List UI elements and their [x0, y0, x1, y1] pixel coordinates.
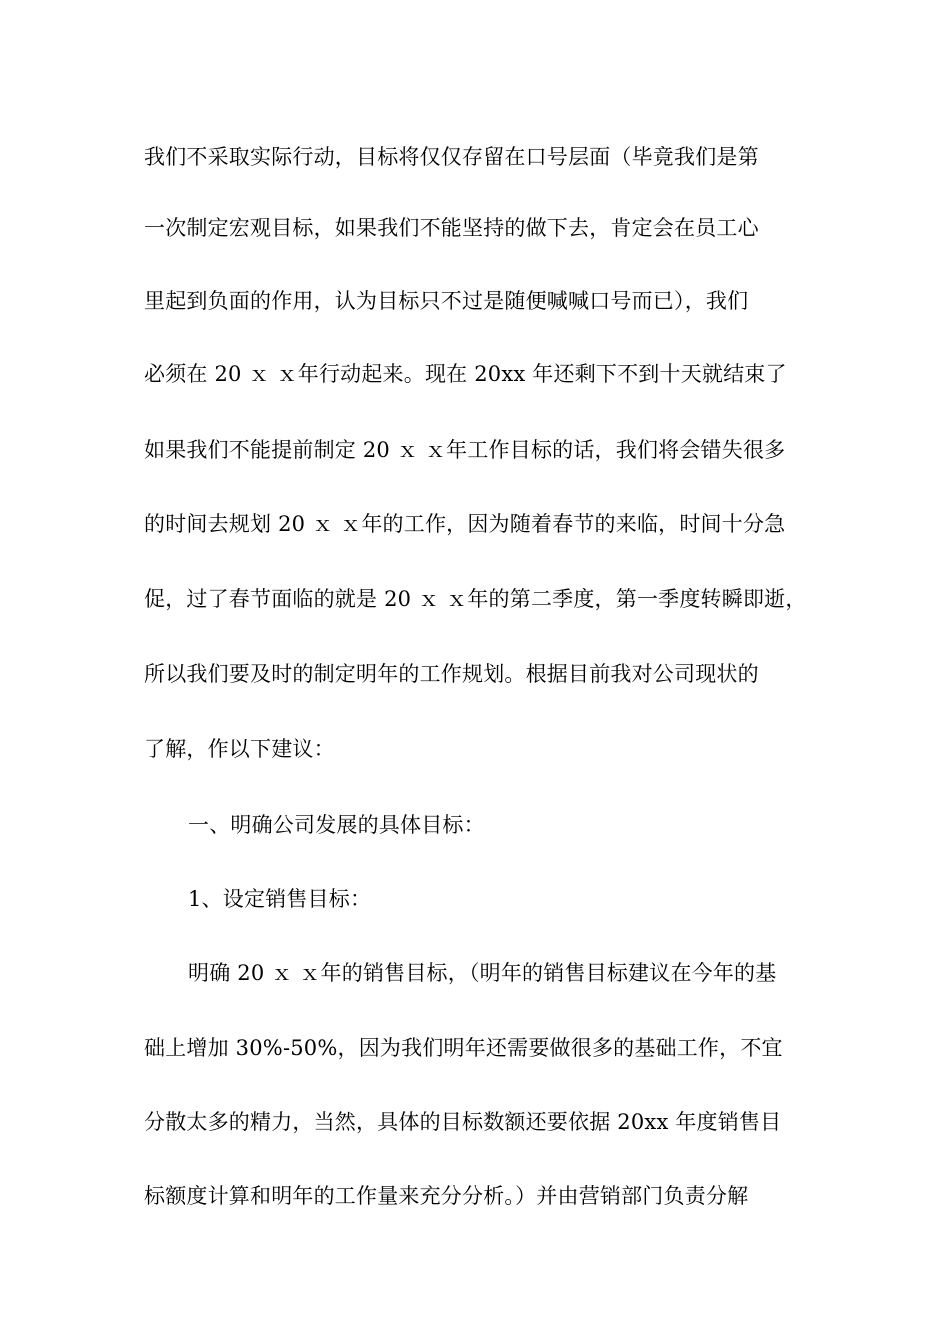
subsection-heading: 1、设定销售目标：	[188, 887, 372, 911]
paragraph-line: 必须在 20 ｘ ｘ年行动起来。现在 20xx 年还剩下不到十天就结束了	[144, 362, 787, 386]
paragraph-line: 如果我们不能提前制定 20 ｘ ｘ年工作目标的话，我们将会错失很多	[144, 438, 786, 462]
paragraph-line: 我们不采取实际行动，目标将仅仅存留在口号层面（毕竟我们是第	[144, 145, 759, 169]
paragraph-line: 所以我们要及时的制定明年的工作规划。根据目前我对公司现状的	[144, 662, 759, 686]
paragraph-line: 一次制定宏观目标，如果我们不能坚持的做下去，肯定会在员工心	[144, 216, 759, 240]
paragraph-line: 的时间去规划 20 ｘ ｘ年的工作，因为随着春节的来临，时间十分急	[144, 512, 786, 536]
paragraph-line: 里起到负面的作用，认为目标只不过是随便喊喊口号而已），我们	[144, 289, 749, 313]
paragraph-line: 标额度计算和明年的工作量来充分分析。）并由营销部门负责分解	[144, 1184, 749, 1208]
paragraph-line: 了解，作以下建议：	[144, 737, 335, 761]
paragraph-line: 明确 20 ｘ ｘ年的销售目标，（明年的销售目标建议在今年的基	[188, 961, 777, 985]
section-heading: 一、明确公司发展的具体目标：	[188, 813, 485, 837]
paragraph-line: 础上增加 30%-50%，因为我们明年还需要做很多的基础工作，不宜	[144, 1036, 783, 1060]
paragraph-line: 分散太多的精力，当然，具体的目标数额还要依据 20xx 年度销售目	[144, 1110, 782, 1134]
paragraph-line: 促，过了春节面临的就是 20 ｘ ｘ年的第二季度，第一季度转瞬即逝，	[144, 587, 807, 611]
